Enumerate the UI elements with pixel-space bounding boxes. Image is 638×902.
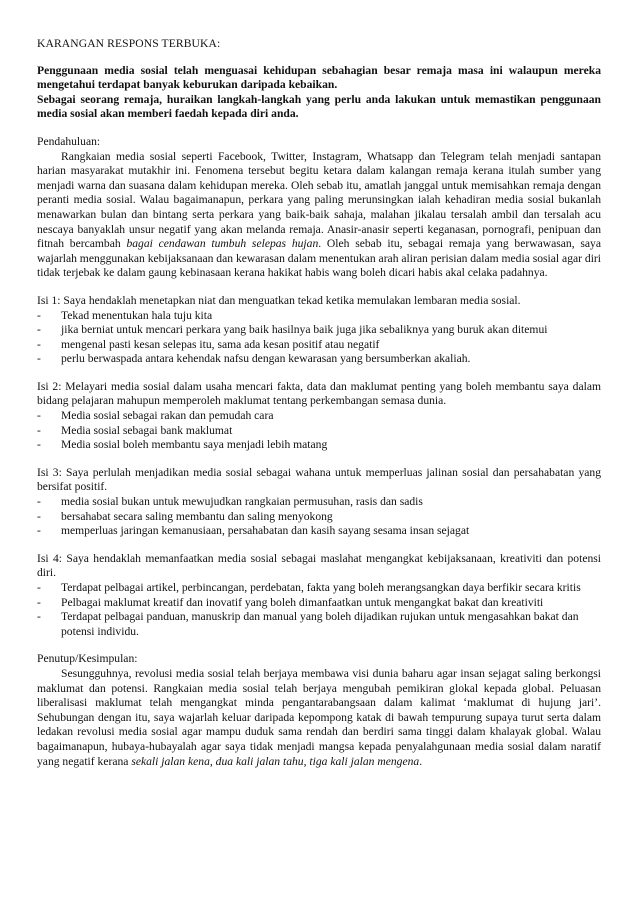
list-item: - Terdapat pelbagai artikel, perbincangan, perdebatan, fakta yang boleh merangsangkan daya berfikir secara kritis: [37, 581, 601, 596]
intro-text: Rangkaian media sosial seperti Facebook, Twitter, Instagram, Whatsapp dan Telegram telah menjadi santapan harian masyarakat mutakhir ini. Fenomena tersebut begitu ketara dalam kalangan remaja kerana itulah sumber yang menjadi warna dan suasana dalam kehidupan mereka. Oleh sebab itu, amatlah janggal untuk memisahkan remaja dengan peranti media sosial. Walau bagaimanapun, perkara yang paling merunsingkan ialah kehadiran media sosial bukanlah menawarkan bulan dan bintang serta perkara yang baik-baik sahaja, malahan jikalau tersalah ambil dan tersalah acu nescaya banyaklah unsur negatif yang akan melanda remaja. Anasir-anasir seperti keganasan, pornografi, penipuan dan fitnah bercambah: [37, 149, 601, 251]
question-line: Sebagai seorang remaja, huraikan langkah-langkah yang perlu anda lakukan untuk memastikan penggunaan media sosial akan memberi faedah kepada diri anda.: [37, 92, 601, 121]
point-section-3: [37, 466, 601, 539]
point-list: [37, 495, 601, 539]
point-heading: Isi 2: Melayari media sosial dalam usaha mencari fakta, data dan maklumat penting yang boleh membantu saya dalam bidang pelajaran mahupun memperoleh maklumat tentang perkembangan semasa dunia.: [37, 379, 601, 408]
point-list: [37, 581, 601, 639]
conclusion-text-end: .: [419, 754, 423, 768]
point-heading: Isi 4: Saya hendaklah memanfaatkan media sosial sebagai maslahat mengangkat kebijaksanaan, kreativiti dan potensi diri.: [37, 551, 601, 580]
point-heading: Isi 3: Saya perlulah menjadikan media sosial sebagai wahana untuk memperluas jalinan sosial dan persahabatan yang bersifat positif.: [37, 465, 601, 494]
list-item: - mengenal pasti kesan selepas itu, sama ada kesan positif atau negatif: [37, 338, 601, 353]
question-block: [37, 64, 601, 122]
conclusion-paragraph: [37, 667, 601, 769]
list-item: - perlu berwaspada antara kehendak nafsu dengan kewarasan yang bersumberkan akaliah.: [37, 352, 601, 367]
list-item: - media sosial bukan untuk mewujudkan rangkaian permusuhan, rasis dan sadis: [37, 495, 601, 510]
list-item: - bersahabat secara saling membantu dan saling menyokong: [37, 510, 601, 525]
intro-italic-phrase: bagai cendawan tumbuh selepas hujan: [126, 237, 319, 251]
point-section-2: [37, 380, 601, 453]
intro-paragraph: [37, 150, 601, 281]
point-section-1: [37, 294, 601, 367]
list-item: - Tekad menentukan hala tuju kita: [37, 309, 601, 324]
point-section-4: [37, 552, 601, 640]
document-title: KARANGAN RESPONS TERBUKA:: [37, 37, 221, 50]
list-item: - Pelbagai maklumat kreatif dan inovatif yang boleh dimanfaatkan untuk mengangkat bakat dan kreativiti: [37, 596, 601, 611]
list-item: - jika berniat untuk mencari perkara yang baik hasilnya baik juga jika sebaliknya yang buruk akan ditemui: [37, 323, 601, 338]
conclusion-heading: Penutup/Kesimpulan:: [37, 652, 138, 666]
point-heading: Isi 1: Saya hendaklah menetapkan niat dan menguatkan tekad ketika memulakan lembaran media sosial.: [37, 293, 521, 307]
conclusion-text: Sesungguhnya, revolusi media sosial telah berjaya membawa visi dunia baharu agar insan sejagat saling berkongsi maklumat dan potensi. Rangkaian media sosial telah berjaya mengubah pemikiran glokal kepada global. Peluasan liberalisasi maklumat telah mengangkat minda pengantarabangsaan dalam kalimat ‘maklumat di hujung jari’. Sehubungan dengan itu, saya wajarlah keluar daripada kepompong katak di bawah tempurung supaya turut serta dalam ledakan revolusi media sosial agar mampu duduk sama rendah dan berdiri sama tinggi dalam khalayak global. Walau bagaimanapun, hubaya-hubayalah agar saya tidak menjadi mangsa kepada penyalahgunaan media sosial dalam naratif yang negatif kerana: [37, 666, 601, 768]
list-item: - memperluas jaringan kemanusiaan, persahabatan dan kasih sayang sesama insan sejagat: [37, 524, 601, 539]
list-item: - Media sosial boleh membantu saya menjadi lebih matang: [37, 438, 601, 453]
intro-text-end: . Oleh sebab itu, sebagai remaja yang berwawasan, saya wajarlah menggunakan kebijaksanaan dan kewarasan dalam menentukan arah aliran perisian dalam media sosial agar diri tidak terjebak ke dalam gaung kebinasaan kerana hakikat habis wang boleh dicari habis akal celaka padahnya.: [37, 237, 601, 280]
list-item: - Media sosial sebagai bank maklumat: [37, 424, 601, 439]
point-list: [37, 309, 601, 367]
conclusion-italic-phrase: sekali jalan kena, dua kali jalan tahu, tiga kali jalan mengena: [131, 754, 420, 768]
intro-heading: Pendahuluan:: [37, 134, 101, 148]
document-page: [37, 37, 601, 769]
conclusion-section: [37, 652, 601, 769]
list-item: - Media sosial sebagai rakan dan pemudah cara: [37, 409, 601, 424]
question-line: Penggunaan media sosial telah menguasai kehidupan sebahagian besar remaja masa ini walaupun mereka mengetahui terdapat banyak keburukan daripada kebaikan.: [37, 63, 601, 92]
intro-section: [37, 135, 601, 281]
list-item: - Terdapat pelbagai panduan, manuskrip dan manual yang boleh dijadikan rujukan untuk mengasahkan bakat dan potensi individu.: [37, 610, 601, 639]
point-list: [37, 409, 601, 453]
